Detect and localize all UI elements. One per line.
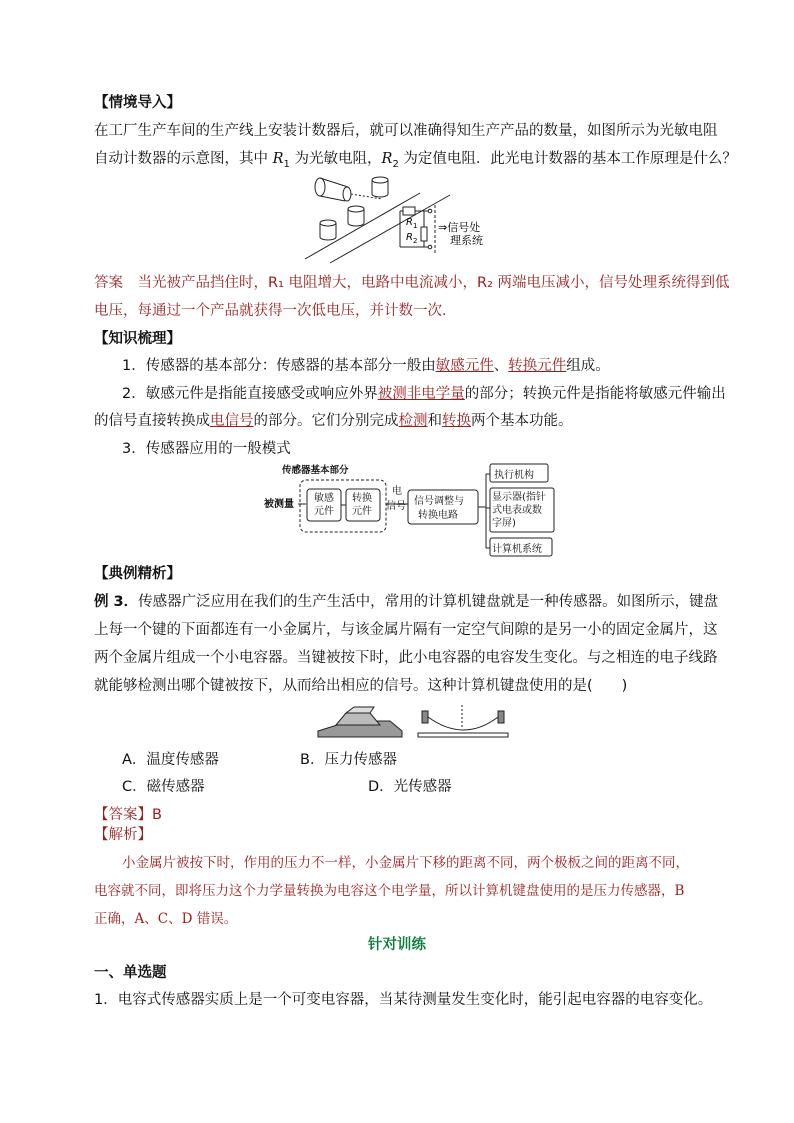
diagram-sensitive-2: 元件	[314, 506, 334, 517]
training-title: 针对训练	[368, 937, 426, 953]
photo-counter-figure	[300, 175, 500, 265]
answer-line: 【答案】B	[94, 807, 162, 823]
diagram-elec-1: 电	[392, 486, 402, 497]
analysis-line-1: 小金属片被按下时，作用的压力不一样，小金属片下移的距离不同，两个极板之间的距离不同，	[122, 855, 689, 871]
knowledge-item-2-cont: 的信号直接转换成电信号的部分。它们分别完成检测和转换两个基本功能。	[94, 413, 573, 429]
example-line-4: 就能够检测出哪个键被按下，从而给出相应的信号。这种计算机键盘使用的是( )	[94, 678, 628, 694]
fig-label-r1: R	[406, 217, 413, 228]
example-line-2: 上每一个键的下面都连有一小金属片，与该金属片隔有一定空气间隙的是另一小的固定金属片，这	[94, 622, 718, 638]
fig-signal-1: ⇒信号处	[438, 221, 481, 234]
knowledge-heading: 【知识梳理】	[94, 331, 181, 347]
situation-line-1: 在工厂生产车间的生产线上安装计数器后，就可以准确得知生产产品的数量，如图所示为光敏电阻	[94, 123, 718, 139]
option-c: C．磁传感器	[122, 779, 205, 795]
fig-label-r2-sub: 2	[413, 237, 418, 245]
option-b: B．压力传感器	[300, 752, 397, 768]
example-heading: 【典例精析】	[94, 566, 181, 582]
analysis-label: 【解析】	[94, 827, 152, 843]
example-line-1: 例 3．传感器广泛应用在我们的生产生活中，常用的计算机键盘就是一种传感器。如图所示，键盘	[94, 594, 719, 610]
keyboard-key-figure	[314, 703, 514, 743]
diagram-group-title: 传感器基本部分	[282, 465, 349, 476]
diagram-out-1: 执行机构	[494, 470, 534, 481]
situation-heading: 【情境导入】	[94, 95, 181, 111]
example-line-3: 两个金属片组成一个小电容器。当键被按下时，此小电容器的电容发生变化。与之相连的电子线路	[94, 650, 718, 666]
option-d: D．光传感器	[368, 779, 452, 795]
fig-label-r2: R	[406, 232, 413, 243]
diagram-convert-1: 转换	[352, 493, 372, 504]
knowledge-item-1: 1．传感器的基本部分：传感器的基本部分一般由敏感元件、转换元件组成。	[122, 358, 610, 374]
diagram-out-2-1: 显示器(指针	[492, 492, 546, 503]
diagram-elec-2: 信号	[386, 501, 406, 512]
diagram-out-2-2: 式电表或数	[492, 505, 542, 516]
situation-answer-line-1: 答案 当光被产品挡住时，R₁ 电阻增大，电路中电流减小，R₂ 两端电压减小，信号处理系统得到低	[94, 275, 730, 291]
diagram-out-3: 计算机系统	[492, 544, 542, 555]
analysis-line-2: 电容就不同，即将压力这个力学量转换为电容这个电学量，所以计算机键盘使用的是压力传感器，B	[94, 883, 685, 899]
diagram-sensitive-1: 敏感	[314, 493, 334, 504]
knowledge-item-3: 3．传感器应用的一般模式	[122, 441, 291, 457]
fig-signal-2: 理系统	[450, 234, 483, 247]
question-1: 1．电容式传感器实质上是一个可变电容器，当某待测量发生变化时，能引起电容器的电容变化。	[94, 992, 713, 1008]
diagram-adjust-1: 信号调整与	[414, 496, 464, 507]
knowledge-item-2: 2．敏感元件是指能直接感受或响应外界被测非电学量的部分；转换元件是指能将敏感元件输出	[122, 386, 726, 402]
option-a: A．温度传感器	[122, 752, 219, 768]
diagram-convert-2: 元件	[352, 506, 372, 517]
situation-answer-line-2: 电压，每通过一个产品就获得一次低电压，并计数一次．	[94, 303, 457, 319]
diagram-adjust-2: 转换电路	[418, 510, 458, 521]
analysis-line-3: 正确，A、C、D 错误。	[94, 911, 238, 927]
sensor-mode-diagram	[262, 462, 562, 560]
fig-label-r1-sub: 1	[413, 222, 418, 230]
training-section: 一、单选题	[94, 965, 167, 981]
situation-line-2: 自动计数器的示意图，其中 $R_1$ 为光敏电阻，$R_2$ 为定值电阻．此光电计数器的基本工作原理是什么？	[94, 151, 737, 170]
diagram-input: 被测量	[264, 499, 294, 510]
diagram-out-2-3: 字屏)	[492, 518, 516, 529]
